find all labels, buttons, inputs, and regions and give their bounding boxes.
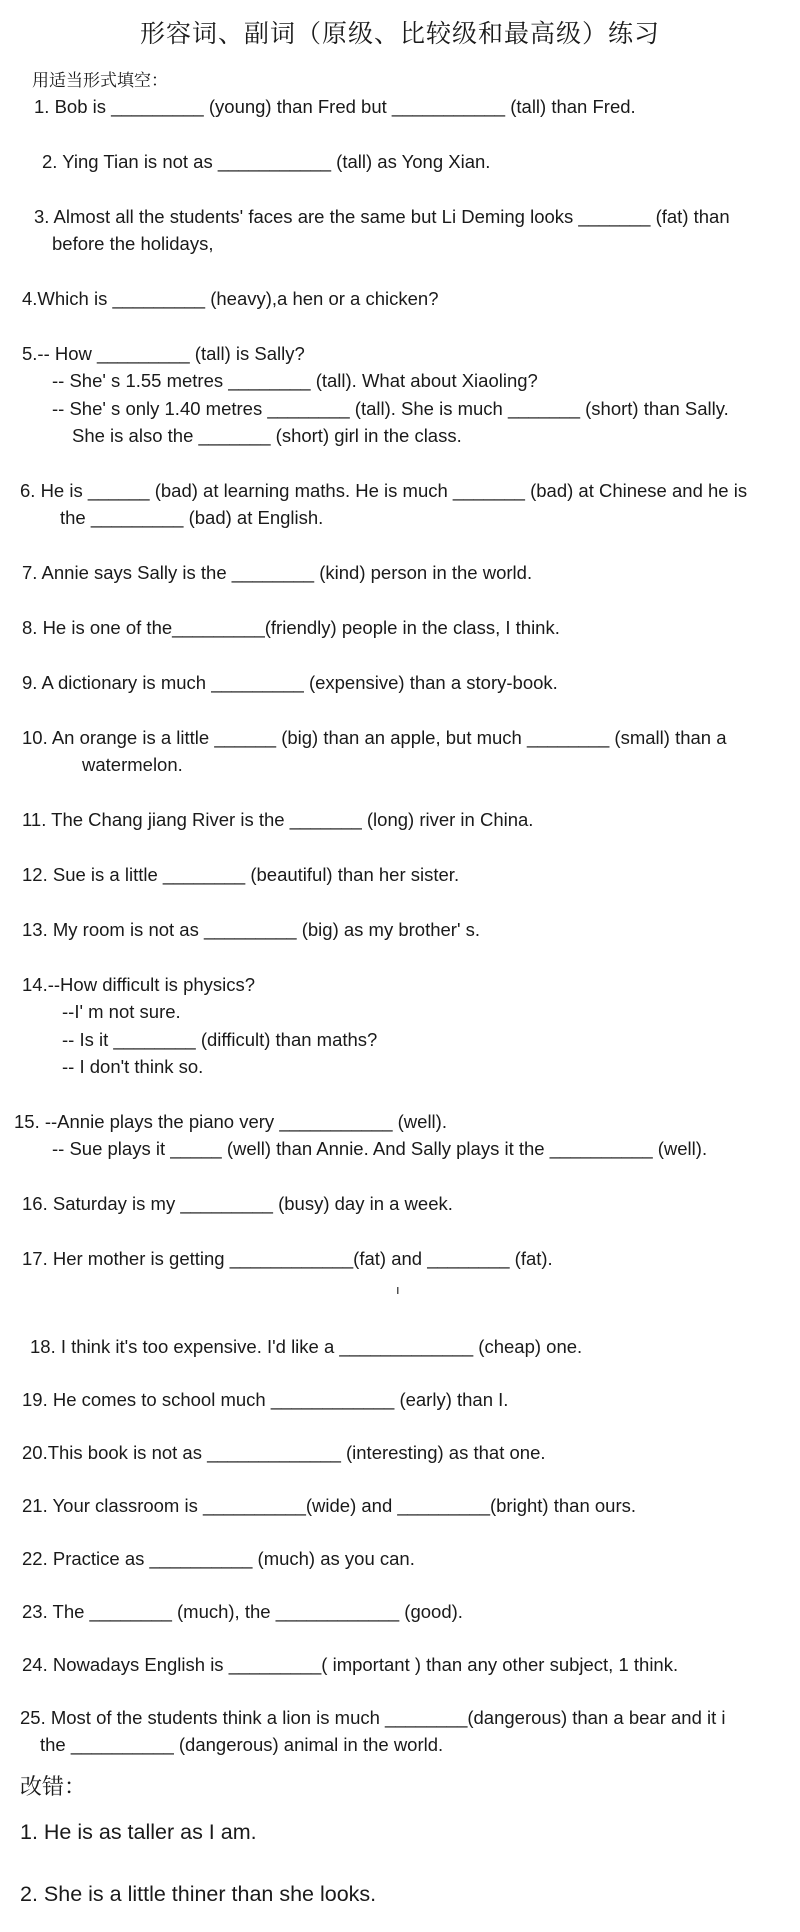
page-title: 形容词、副词（原级、比较级和最高级）练习 [139,19,660,48]
exercise-line: 8. He is one of the_________(friendly) people in the class, I think. [22,617,560,638]
exercise-line: --I' m not sure. [62,1001,181,1022]
exercise-line: -- Sue plays it _____ (well) than Annie. And Sally plays it the __________ (well). [52,1138,708,1159]
correction-item: 2. She is a little thiner than she looks. [20,1882,377,1906]
exercise-line: 4.Which is _________ (heavy),a hen or a chicken? [22,288,439,309]
exercise-line: 20.This book is not as _____________ (interesting) as that one. [22,1442,546,1463]
exercise-line: 15. --Annie plays the piano very ___________ (well). [14,1111,447,1132]
exercise-line: 3. Almost all the students' faces are the same but Li Deming looks _______ (fat) than [34,206,730,227]
exercise-line: -- I don't think so. [62,1056,204,1077]
exercise-line: -- She' s only 1.40 metres ________ (tall). She is much _______ (short) than Sally. [52,398,729,419]
exercise-line: the __________ (dangerous) animal in the world. [40,1734,444,1755]
exercise-line: 9. A dictionary is much _________ (expensive) than a story-book. [22,672,558,693]
exercise-line: 1. Bob is _________ (young) than Fred but ___________ (tall) than Fred. [34,96,636,117]
exercise-line: 2. Ying Tian is not as ___________ (tall) as Yong Xian. [42,151,491,172]
exercise-line: 18. I think it's too expensive. I'd like a _____________ (cheap) one. [30,1336,583,1357]
exercise-line: 6. He is ______ (bad) at learning maths. He is much _______ (bad) at Chinese and he is [20,480,748,501]
exercise-line: watermelon. [82,754,183,775]
exercise-line: -- Is it ________ (difficult) than maths? [62,1029,378,1050]
exercise-line: 24. Nowadays English is _________( important ) than any other subject, 1 think. [22,1654,679,1675]
exercise-line: 11. The Chang jiang River is the _______ (long) river in China. [22,809,534,830]
stray-mark: ı [396,1282,400,1297]
exercise-line: 10. An orange is a little ______ (big) than an apple, but much ________ (small) than a [22,727,727,748]
exercise-line: before the holidays, [52,233,214,254]
correction-item: 1. He is as taller as I am. [20,1820,257,1844]
instruction: 用适当形式填空： [32,71,168,91]
exercise-line: 25. Most of the students think a lion is much ________(dangerous) than a bear and it i [20,1707,726,1728]
exercise-line: She is also the _______ (short) girl in the class. [72,425,462,446]
correction-heading: 改错： [20,1775,87,1800]
exercise-line: 5.-- How _________ (tall) is Sally? [22,343,305,364]
exercise-line: 17. Her mother is getting ____________(fat) and ________ (fat). [22,1248,553,1269]
exercise-line: 23. The ________ (much), the ____________ (good). [22,1601,463,1622]
exercise-line: 13. My room is not as _________ (big) as my brother' s. [22,919,481,940]
exercise-line: 16. Saturday is my _________ (busy) day in a week. [22,1193,453,1214]
exercise-line: 22. Practice as __________ (much) as you can. [22,1548,415,1569]
exercise-line: 19. He comes to school much ____________ (early) than I. [22,1389,509,1410]
exercise-line: 7. Annie says Sally is the ________ (kind) person in the world. [22,562,533,583]
exercise-line: 21. Your classroom is __________(wide) and _________(bright) than ours. [22,1495,636,1516]
exercise-line: 14.--How difficult is physics? [22,974,256,995]
exercise-line: -- She' s 1.55 metres ________ (tall). What about Xiaoling? [52,370,538,391]
exercise-line: 12. Sue is a little ________ (beautiful) than her sister. [22,864,460,885]
exercise-line: the _________ (bad) at English. [60,507,324,528]
